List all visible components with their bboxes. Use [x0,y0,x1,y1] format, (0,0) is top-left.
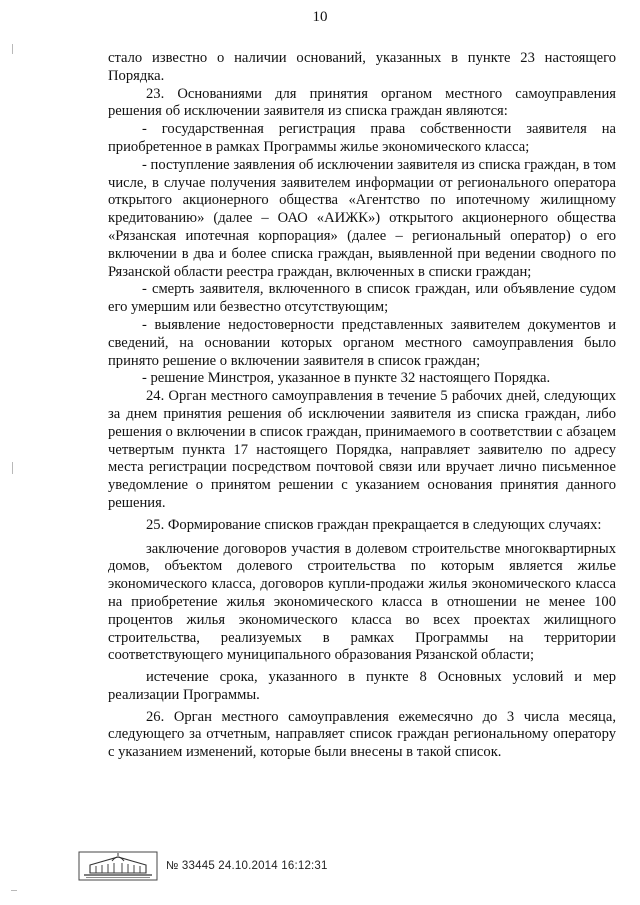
paragraph-item-25: 25. Формирование списков граждан прекращается в следующих случаях: [146,516,602,533]
paragraph-bullet-application: - поступление заявления об исключении заявителя из списка граждан, в том числе, в случае получения заявителем информации от регионального оператора открытого акционерного общества «Агентство по ипотечному жилищному кредитованию» (далее – ОАО «АИЖК») открытого акционерного общества «Рязанская ипотечная корпорация» (далее – региональный оператор) о его включении в два и более списка граждан, выявленной при ведении сводного по Рязанской области реестра граждан, включенных в списки граждан; [108,156,616,280]
margin-tick [12,44,13,54]
document-footer [78,850,328,882]
paragraph-bullet-false-documents: - выявление недостоверности представленных заявителем документов и сведений, на основании которых органом местного самоуправления было принято решение о включении заявителя в список граждан; [108,316,616,369]
paragraph-item-24: 24. Орган местного самоуправления в течение 5 рабочих дней, следующих за днем принятия решения об исключении заявителя из списка граждан, либо решения о включении в список граждан, принимаемого в соответствии с абзацем четвертым пункта 17 настоящего Порядка, направляет заявителю по адресу места регистрации посредством почтовой связи или вручает лично письменное уведомление о принятом решении с указанием основания принятия данного решения. [108,388,616,511]
registration-reference: № 33445 24.10.2014 16:12:31 [166,860,328,872]
paragraph-case-expiry: истечение срока, указанного в пункте 8 Основных условий и мер реализации Программы. [108,669,616,703]
paragraph-item-26: 26. Орган местного самоуправления ежемесячно до 3 числа месяца, следующего за отчетным, направляет список граждан региональному оператору с указанием изменений, которые были внесены в такой список. [108,708,616,761]
paragraph-bullet-minstroy: - решение Минстроя, указанное в пункте 32 настоящего Порядка. [142,370,551,387]
government-building-icon [78,851,158,881]
margin-tick [11,890,17,891]
paragraph-case-contracts: заключение договоров участия в долевом строительстве многоквартирных домов, объектом долевого строительства по которым является жилье экономического класса, договоров купли-продажи жилья экономического класса на приобретение жилья экономического класса в отношении не менее 100 процентов жилья экономического класса во всех проектах жилищного строительства, реализуемых в рамках Программы на территории соответствующего муниципального образования Рязанской области; [108,540,616,664]
document-body [108,50,616,762]
page-number: 10 [312,9,328,25]
paragraph-bullet-registration: - государственная регистрация права собственности заявителя на приобретенное в рамках Программы жилье экономического класса; [108,121,616,155]
paragraph-continuation: стало известно о наличии оснований, указанных в пункте 23 настоящего Порядка. [108,50,616,84]
paragraph-bullet-death: - смерть заявителя, включенного в список граждан, или объявление судом его умершим или безвестно отсутствующим; [108,281,616,316]
paragraph-item-23: 23. Основаниями для принятия органом местного самоуправления решения об исключении заявителя из списка граждан являются: [108,85,616,120]
margin-tick [12,462,13,474]
